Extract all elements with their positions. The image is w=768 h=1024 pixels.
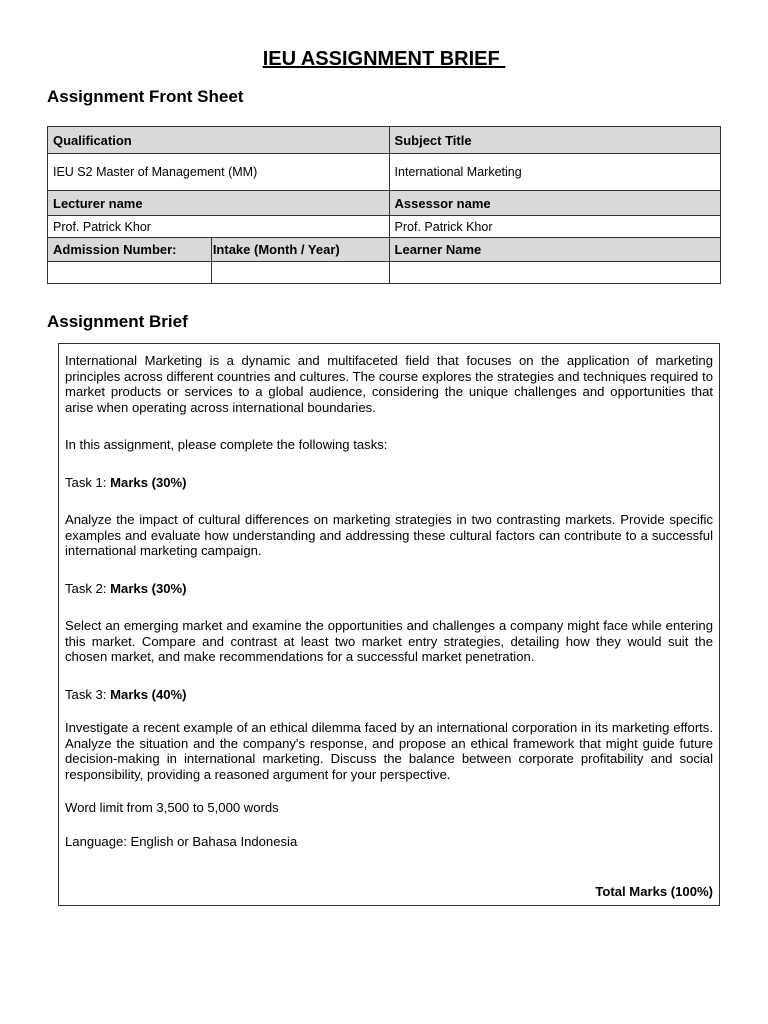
brief-intro: International Marketing is a dynamic and multifaceted field that focuses on the application of marketing principles across different countries and cultures. The course explores the strategies and techniques required to market products or services to a global audience, considering the unique challenges and opportunities that arise when operating across international boundaries. [65, 353, 713, 415]
table-row [48, 238, 721, 262]
task-1-marks: Marks (30%) [110, 474, 187, 490]
document-title: IEU ASSIGNMENT BRIEF [262, 48, 506, 70]
task-1-label: Task 1: [65, 474, 111, 490]
task-3-label: Task 3: [65, 686, 111, 702]
table-row [48, 216, 721, 238]
front-sheet-table [47, 126, 721, 284]
task-2-label: Task 2: [65, 580, 111, 596]
word-limit: Word limit from 3,500 to 5,000 words [65, 800, 279, 815]
table-row [48, 262, 721, 284]
assignment-brief-box [58, 343, 720, 906]
task-2-marks: Marks (30%) [110, 580, 187, 596]
learner-name-field[interactable] [389, 262, 720, 284]
intake-field[interactable] [211, 262, 389, 284]
subject-title-value: International Marketing [389, 154, 720, 191]
total-marks: Total Marks (100%) [595, 883, 713, 899]
qualification-label: Qualification [48, 127, 390, 154]
admission-number-label: Admission Number: [48, 238, 212, 262]
language: Language: English or Bahasa Indonesia [65, 833, 298, 849]
task-3-marks: Marks (40%) [110, 686, 187, 702]
admission-number-field[interactable] [48, 262, 212, 284]
task-3-heading [65, 687, 713, 703]
qualification-value: IEU S2 Master of Management (MM) [48, 154, 390, 191]
table-row [48, 127, 721, 154]
assessor-value: Prof. Patrick Khor [389, 216, 720, 238]
lecturer-value: Prof. Patrick Khor [48, 216, 390, 238]
subject-title-label: Subject Title [389, 127, 720, 154]
intake-label: Intake (Month / Year) [211, 238, 389, 262]
brief-instruction: In this assignment, please complete the following tasks: [65, 437, 388, 452]
table-row [48, 154, 721, 191]
front-sheet-heading: Assignment Front Sheet [47, 87, 244, 106]
assessor-label: Assessor name [389, 191, 720, 216]
assignment-brief-heading: Assignment Brief [47, 312, 188, 331]
table-row [48, 191, 721, 216]
task-3-description: Investigate a recent example of an ethical dilemma faced by an international corporation in its marketing efforts. Analyze the situation and the company's response, and propose an ethical framework that might guide future decision-making in international marketing. Discuss the balance between corporate profitability and social responsibility, providing a reasoned argument for your perspective. [65, 720, 713, 782]
task-2-heading [65, 581, 713, 597]
learner-name-label: Learner Name [389, 238, 720, 262]
task-2-description: Select an emerging market and examine the opportunities and challenges a company might face while entering this market. Compare and contrast at least two market entry strategies, detailing how they would suit the chosen market, and make recommendations for a successful market penetration. [65, 618, 713, 664]
lecturer-label: Lecturer name [48, 191, 390, 216]
task-1-heading [65, 475, 713, 491]
task-1-description: Analyze the impact of cultural differences on marketing strategies in two contrasting markets. Provide specific examples and evaluate how understanding and addressing these cultural factors can contribute to a successful international marketing campaign. [65, 512, 713, 558]
